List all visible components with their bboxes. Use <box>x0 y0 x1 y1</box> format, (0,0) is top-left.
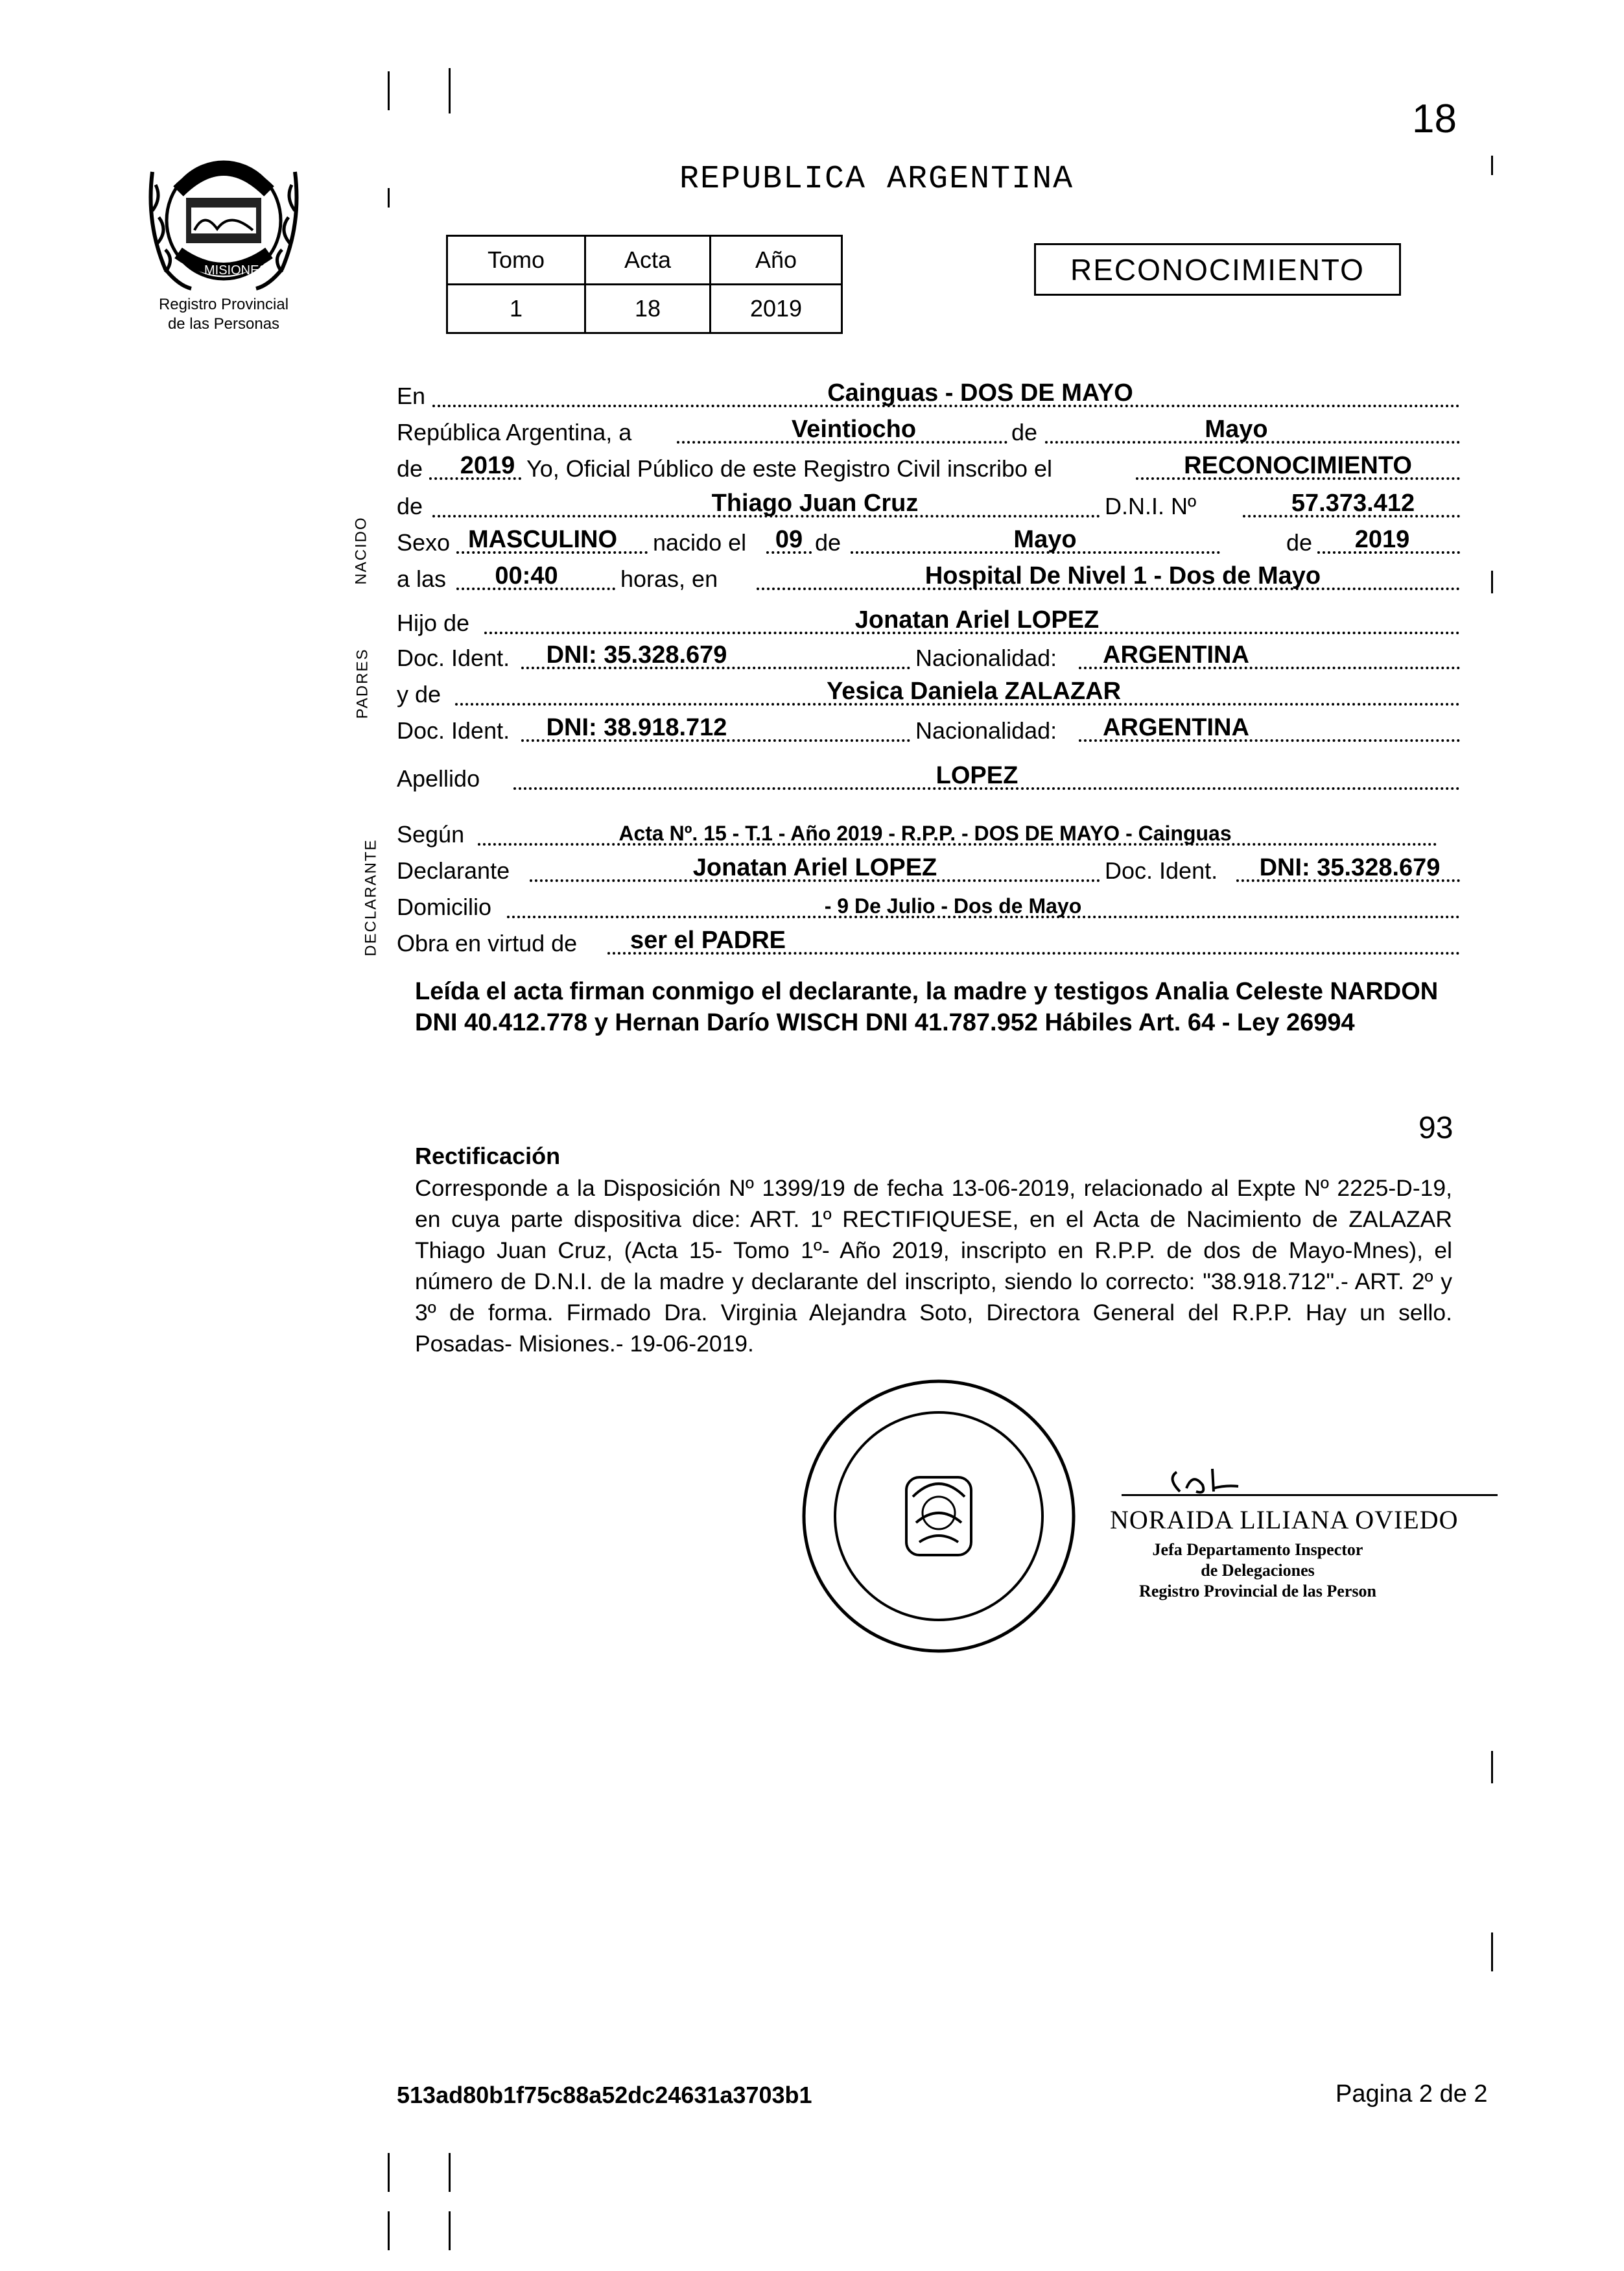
margin-mark <box>1491 1751 1493 1783</box>
value-segun: Acta Nº. 15 - T.1 - Año 2019 - R.P.P. - DOS DE MAYO - Cainguas <box>618 822 1232 845</box>
form-line-mother <box>397 674 1460 711</box>
label-horas: horas, en <box>620 565 718 592</box>
form-line-place <box>397 376 1460 412</box>
value-birth-day: 09 <box>775 526 803 553</box>
label-domicilio: Domicilio <box>397 894 492 920</box>
closing-text: Leída el acta firman conmigo el declarante, la madre y testigos Analia Celeste NARDON DNI 40.412.778 y Hernan Darío WISCH DNI 41.787.952 Hábiles Art. 64 - Ley 26994 <box>415 978 1439 1036</box>
reference-table <box>446 235 843 334</box>
svg-text:MISIONES: MISIONES <box>204 263 268 278</box>
value-father-doc: DNI: 35.328.679 <box>546 641 727 669</box>
official-stamp <box>796 1373 1081 1659</box>
value-father-name: Jonatan Ariel LOPEZ <box>854 606 1100 634</box>
form-line-father <box>397 603 1460 639</box>
value-mother-doc: DNI: 38.918.712 <box>546 714 727 741</box>
label-apellido: Apellido <box>397 765 480 792</box>
side-label-padres: PADRES <box>353 648 371 719</box>
label-a-las: a las <box>397 565 447 592</box>
value-tomo: 1 <box>447 285 585 333</box>
margin-mark <box>1491 571 1493 593</box>
registry-name-line1: Registro Provincial <box>158 296 289 313</box>
value-mother-name: Yesica Daniela ZALAZAR <box>826 678 1122 705</box>
page-indicator: Pagina 2 de 2 <box>1336 2080 1488 2108</box>
form-line-father-doc <box>397 638 1460 674</box>
value-dni: 57.373.412 <box>1291 490 1415 517</box>
signatory-title <box>1096 1540 1420 1602</box>
label-de: de <box>397 493 423 519</box>
label-en: En <box>397 383 426 409</box>
rectification-body: Corresponde a la Disposición Nº 1399/19 de fecha 13-06-2019, relacionado al Expte Nº 2225-D-19, en cuya parte dispositiva dice: ART. 1º RECTIFIQUESE, en el Acta de Nacimiento de ZALAZAR Thiago Juan Cruz, (Acta 15- Tomo 1º- Año 2019, inscripto en R.P.P. de dos de Mayo-Mnes), el número de D.N.I. de la madre y declarante del inscripto, siendo lo correcto: "38.918.712".- ART. 2º y 3º de forma. Firmado Dra. Virginia Alejandra Soto, Directora General del R.P.P. Hay un sello. Posadas- Misiones.- 19-06-2019. <box>415 1175 1452 1357</box>
page-number: 18 <box>1412 97 1457 141</box>
label-dni: D.N.I. Nº <box>1105 493 1197 519</box>
act-type-box: RECONOCIMIENTO <box>1034 243 1401 296</box>
form-line-mother-doc <box>397 711 1460 747</box>
value-ano: 2019 <box>711 285 842 333</box>
form-line-reason <box>397 923 1460 960</box>
value-day: Veintiocho <box>791 416 917 443</box>
label-de: de <box>1286 529 1313 556</box>
value-birth-year: 2019 <box>1354 526 1410 553</box>
signatory-name: NORAIDA LILIANA OVIEDO <box>1110 1505 1459 1534</box>
rectification-number: 93 <box>1418 1111 1453 1145</box>
value-surname: LOPEZ <box>936 762 1018 789</box>
reference-table-value-row <box>447 285 842 333</box>
margin-mark <box>388 188 390 208</box>
form-line-segun <box>397 814 1460 851</box>
value-birth-month: Mayo <box>1013 526 1077 553</box>
value-reason: ser el PADRE <box>630 927 786 954</box>
side-label-nacido: NACIDO <box>352 516 370 585</box>
signatory-title-line1: Jefa Departamento Inspector <box>1152 1540 1363 1559</box>
registry-name-line2: de las Personas <box>167 315 280 333</box>
value-domicile: - 9 De Julio - Dos de Mayo <box>824 894 1082 918</box>
label-doc-ident: Doc. Ident. <box>397 717 510 744</box>
form-line-surname <box>397 759 1460 795</box>
reference-table-header-row <box>447 236 842 285</box>
header-ano: Año <box>711 236 842 285</box>
handwritten-signature <box>1141 1466 1271 1504</box>
margin-mark <box>388 2153 390 2192</box>
provincial-seal-logo <box>139 146 308 295</box>
form-line-domicile <box>397 887 1460 923</box>
label-nacionalidad: Nacionalidad: <box>915 717 1057 744</box>
margin-mark <box>388 71 390 110</box>
label-de: de <box>397 455 423 482</box>
value-mother-nationality: ARGENTINA <box>1103 714 1249 741</box>
form-line-person <box>397 486 1460 523</box>
value-father-nationality: ARGENTINA <box>1103 641 1249 669</box>
country-title: REPUBLICA ARGENTINA <box>679 161 1074 198</box>
header-tomo: Tomo <box>447 236 585 285</box>
margin-mark <box>1491 1932 1493 1971</box>
label-segun: Según <box>397 821 465 848</box>
label-obra: Obra en virtud de <box>397 930 578 957</box>
value-name: Thiago Juan Cruz <box>711 490 919 517</box>
margin-mark <box>449 2211 451 2250</box>
form-line-date <box>397 412 1460 449</box>
margin-mark <box>449 2153 451 2192</box>
rectification-title: Rectificación <box>415 1143 561 1169</box>
label-doc-ident: Doc. Ident. <box>1105 857 1218 884</box>
value-declarant-name: Jonatan Ariel LOPEZ <box>692 854 937 881</box>
label-doc-ident: Doc. Ident. <box>397 645 510 671</box>
document-hash: 513ad80b1f75c88a52dc24631a3703b1 <box>397 2082 812 2108</box>
value-acta: 18 <box>585 285 711 333</box>
label-y-de: y de <box>397 681 441 707</box>
label-nacionalidad: Nacionalidad: <box>915 645 1057 671</box>
form-line-birth <box>397 523 1460 559</box>
value-birth-place: Hospital De Nivel 1 - Dos de Mayo <box>924 562 1321 589</box>
margin-mark <box>388 2211 390 2250</box>
label-sexo: Sexo <box>397 529 451 556</box>
label-declarante: Declarante <box>397 857 510 884</box>
label-de: de <box>1011 419 1038 446</box>
label-hijo-de: Hijo de <box>397 610 470 636</box>
value-month: Mayo <box>1205 416 1268 443</box>
label-oficial: Yo, Oficial Público de este Registro Civil inscribo el <box>526 455 1053 482</box>
signatory-title-line3: Registro Provincial de las Person <box>1139 1582 1376 1600</box>
value-declarant-doc: DNI: 35.328.679 <box>1259 854 1441 881</box>
signatory-title-line2: de Delegaciones <box>1201 1561 1315 1580</box>
side-label-declarante: DECLARANTE <box>362 838 380 957</box>
form-line-declarant <box>397 851 1460 887</box>
form-line-birth-time <box>397 559 1460 595</box>
label-republica: República Argentina, a <box>397 419 632 446</box>
signature-rule <box>1122 1494 1498 1496</box>
header-acta: Acta <box>585 236 711 285</box>
value-sex: MASCULINO <box>467 526 618 553</box>
value-act: RECONOCIMIENTO <box>1184 452 1412 479</box>
value-place: Cainguas - DOS DE MAYO <box>827 379 1133 407</box>
registry-name <box>123 295 324 334</box>
value-time: 00:40 <box>495 562 558 589</box>
form-line-year <box>397 449 1460 485</box>
label-nacido: nacido el <box>653 529 747 556</box>
margin-mark <box>449 68 451 113</box>
margin-mark <box>1491 156 1493 175</box>
value-year: 2019 <box>460 452 515 479</box>
label-de: de <box>815 529 841 556</box>
